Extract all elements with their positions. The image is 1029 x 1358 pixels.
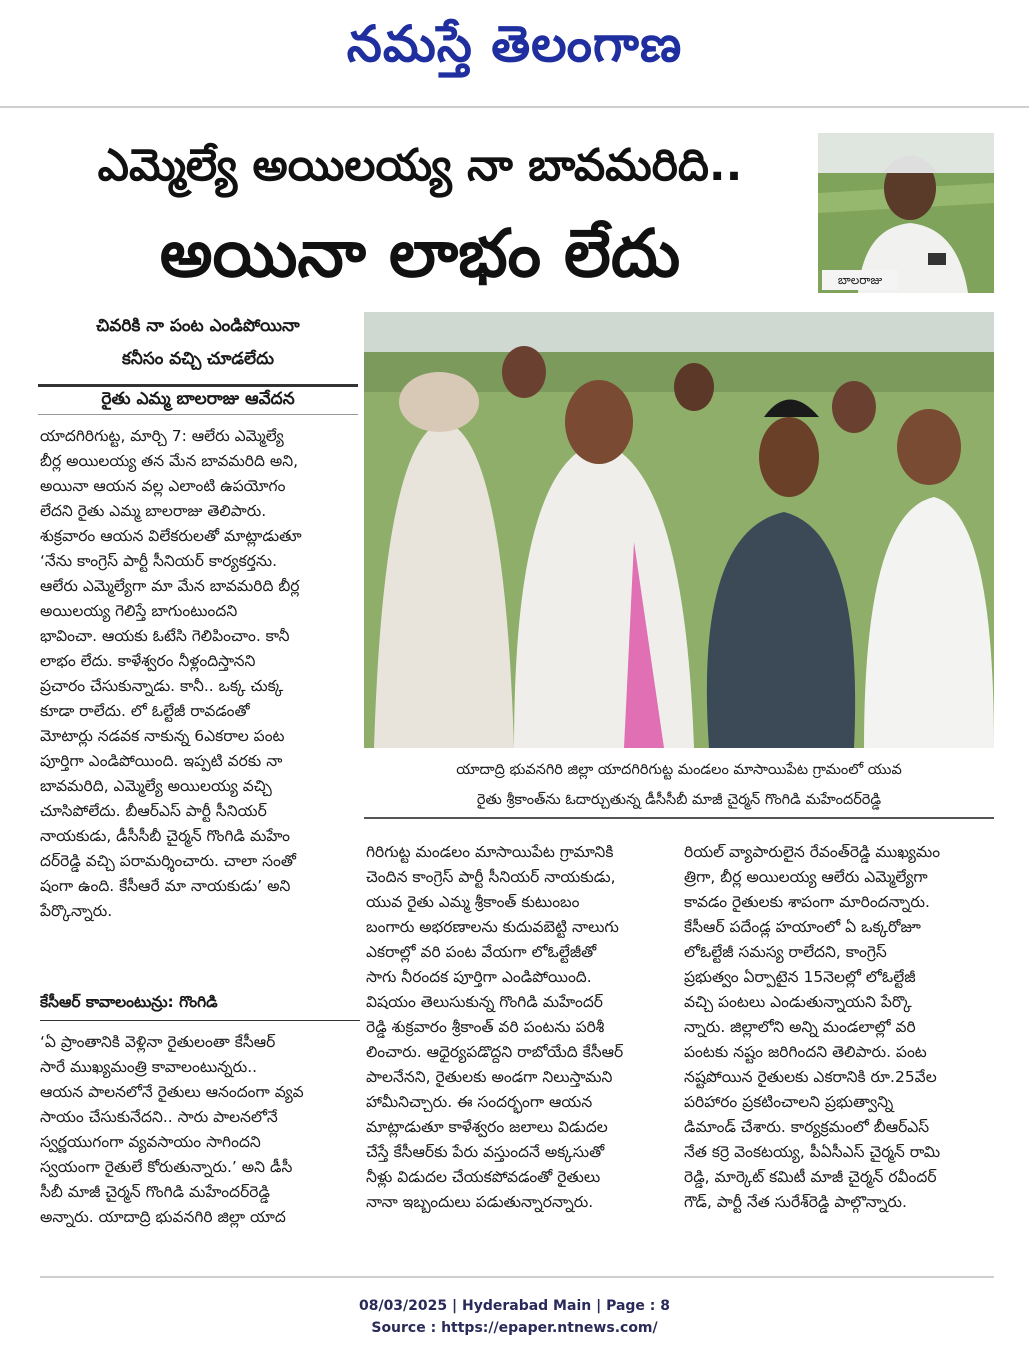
footer-divider <box>40 1276 994 1278</box>
text-line: నాయకుడు, డీసీసీబీ చైర్మన్ గొంగిడి మహేం <box>40 827 291 845</box>
subheading-underline <box>38 414 358 415</box>
text-line: బీర్ల అయిలయ్య తన మేన బావమరిది అని, <box>40 452 299 470</box>
text-line: యాదగిరిగుట్ట, మార్చి 7: ఆలేరు ఎమ్మెల్యే <box>40 427 284 445</box>
text-line: దర్‌రెడ్డి వచ్చి పరామర్శించారు. చాలా సంతో <box>40 852 297 870</box>
text-line: న్నారు. జిల్లాలోని అన్ని మండలాల్లో వరి <box>684 1018 916 1036</box>
text-line: మాట్లాడుతూ కాళేశ్వరం జలాలు విడుదల <box>366 1118 608 1136</box>
text-line: నీళ్లు విడుదల చేయకపోవడంతో రైతులు <box>366 1168 601 1186</box>
subheading-divider <box>38 384 358 387</box>
text-line: బంగారు అభరణాలను కుదువబెట్టి నాలుగు <box>366 918 619 936</box>
text-line: హామీనిచ్చారు. ఈ సందర్భంగా ఆయన <box>366 1093 593 1111</box>
text-line: మోటార్లు నడవక నాకున్న 6ఎకరాల పంట <box>40 727 285 745</box>
text-line: గిరిగుట్ట మండలం మాసాయిపేట గ్రామానికి <box>366 843 614 861</box>
text-line: పూర్తిగా ఎండిపోయింది. ఇప్పటి వరకు నా <box>40 752 283 770</box>
text-line: శుక్రవారం ఆయన విలేకరులతో మాట్లాడుతూ <box>40 527 302 545</box>
article-column-1b <box>40 1030 362 1230</box>
text-line: సాగు నీరందక పూర్తిగా ఎండిపోయింది. <box>366 968 592 986</box>
subheading-line1: చివరికి నా పంట ఎండిపోయినా <box>96 316 300 336</box>
text-line: సారే ముఖ్యమంత్రి కావాలంటున్నరు.. <box>40 1058 258 1076</box>
text-line: వచ్చి పంటలు ఎండుతున్నాయని పేర్కొ <box>684 993 912 1011</box>
text-line: స్వయంగా రైతులే కోరుతున్నారు.’ అని డీసీ <box>40 1158 293 1176</box>
article-column-2 <box>366 840 680 1215</box>
text-line: రెడ్డి, మార్కెట్ కమిటీ మాజీ చైర్మన్ రవీందర్ <box>684 1168 937 1186</box>
text-line: పేర్కొన్నారు. <box>40 902 113 920</box>
article-column-3 <box>684 840 994 1215</box>
text-line: నష్టపోయిన రైతులకు ఎకరానికి రూ.25వేల <box>684 1068 937 1086</box>
text-line: చేస్తే కేసీఆర్‌కు పేరు వస్తుందనే అక్కసుతో <box>366 1143 605 1161</box>
text-line: బావమరిది, ఎమ్మెల్యే అయిలయ్య వచ్చి <box>40 777 272 795</box>
text-line: కేసీఆర్ పదేండ్ల హయాంలో ఏ ఒక్కరోజూ <box>684 918 921 936</box>
text-line: ఆలేరు ఎమ్మెల్యేగా మా మేన బావమరిది బీర్ల <box>40 577 300 595</box>
masthead-title: నమస్తే తెలంగాణ <box>346 14 683 73</box>
headline-line2: అయినా లాభం లేదు <box>159 215 681 292</box>
masthead <box>0 0 1029 100</box>
photo-caption-line2: రైతు శ్రీకాంత్‌ను ఓదార్చుతున్న డీసీసీబీ మాజీ చైర్మన్ గొంగిడి మహేందర్‌రెడ్డి <box>476 792 882 808</box>
text-line: లేదని రైతు ఎమ్మ బాలరాజు తెలిపారు. <box>40 502 267 520</box>
text-line: కావడం రైతులకు శాపంగా మారిందన్నారు. <box>684 893 930 911</box>
text-line: లించారు. ఆధైర్యపడొద్దని రాబోయేది కేసీఆర్ <box>366 1043 624 1061</box>
farmers-meeting-photo <box>364 312 994 748</box>
text-line: విషయం తెలుసుకున్న గొంగిడి మహేందర్ <box>366 993 603 1011</box>
text-line: స్వర్ణయుగంగా వ్యవసాయం సాగిందని <box>40 1133 261 1151</box>
text-line: అన్నారు. యాదాద్రి భువనగిరి జిల్లా యాద <box>40 1208 286 1226</box>
text-line: సాయం చేసుకునేదని.. సారు పాలనలోనే <box>40 1108 278 1126</box>
text-line: భావించా. ఆయకు ఓటేసి గెలిపించాం. కానీ <box>40 627 290 645</box>
subheading-line3: రైతు ఎమ్మ బాలరాజు ఆవేదన <box>101 389 295 409</box>
text-line: సీబీ మాజీ చైర్మన్ గొంగిడి మహేందర్‌రెడ్డి <box>40 1183 270 1201</box>
photo-caption <box>364 755 994 815</box>
footer-source-link[interactable]: Source : https://epaper.ntnews.com/ <box>371 1320 658 1336</box>
text-line: లాభం లేదు. కాళేశ్వరం నీళ్లందిస్తానని <box>40 652 256 670</box>
text-line: త్రిగా, బీర్ల అయిలయ్య ఆలేరు ఎమ్మెల్యేగా <box>684 868 928 886</box>
section-divider <box>40 1020 360 1021</box>
text-line: పంటకు నష్టం జరిగిందని తెలిపారు. పంట <box>684 1043 927 1061</box>
text-line: షంగా ఉంది. కేసీఆరే మా నాయకుడు’ అని <box>40 877 291 895</box>
text-line: రియల్ వ్యాపారులైన రేవంత్‌రెడ్డి ముఖ్యమం <box>684 843 941 861</box>
headline-line1: ఎమ్మెల్యే అయిలయ్య నా బావమరిది.. <box>97 140 743 191</box>
farmer-portrait-image <box>818 133 994 293</box>
subheading-line2: కనీసం వచ్చి చూడలేదు <box>122 349 274 369</box>
section-heading: కేసీఆర్ కావాలంటున్రు: గొంగిడి <box>40 993 218 1011</box>
text-line: చూసిపోలేదు. బీఆర్ఎస్ పార్టీ సీనియర్ <box>40 802 267 820</box>
text-line: ప్రభుత్వం ఏర్పాటైన 15నెలల్లో లోఓల్టేజీ <box>684 968 916 986</box>
text-line: పరిహారం ప్రకటించాలని ప్రభుత్వాన్ని <box>684 1093 894 1111</box>
text-line: లోఓల్టేజీ సమస్య రాలేదని, కాంగ్రెస్ <box>684 943 887 961</box>
text-line: ‘ఏ ప్రాంతానికి వెళ్లినా రైతులంతా కేసీఆర్ <box>40 1033 276 1051</box>
portrait-caption: బాలరాజు <box>822 270 898 290</box>
text-line: ప్రచారం చేసుకున్నాడు. కానీ.. ఒక్క చుక్క <box>40 677 284 695</box>
text-line: నానా ఇబ్బందులు పడుతున్నారన్నారు. <box>366 1193 594 1211</box>
text-line: కూడా రాలేదు. లో ఓల్టేజీ రావడంతో <box>40 702 250 720</box>
text-line: అయిలయ్య గెలిస్తే బాగుంటుందని <box>40 602 238 620</box>
masthead-divider <box>0 106 1029 108</box>
text-line: ఆయన పాలనలోనే రైతులు ఆనందంగా వ్యవ <box>40 1083 304 1101</box>
text-line: నేత కర్రె వెంకటయ్య, పీఏసీఎస్ చైర్మన్ రామి <box>684 1143 941 1161</box>
photo-caption-line1: యాదాద్రి భువనగిరి జిల్లా యాదగిరిగుట్ట మండలం మాసాయిపేట గ్రామంలో యువ <box>456 762 902 778</box>
text-line: ‘నేను కాంగ్రెస్ పార్టీ సీనియర్ కార్యకర్తను. <box>40 552 278 570</box>
footer-edition-info: 08/03/2025 | Hyderabad Main | Page : 8 <box>358 1298 671 1314</box>
article-column-1 <box>40 424 362 924</box>
text-line: యువ రైతు ఎమ్మ శ్రీకాంత్ కుటుంబం <box>366 893 580 911</box>
text-line: ఎకరాల్లో వరి పంట వేయగా లోఓల్టేజీతో <box>366 943 597 961</box>
text-line: చెందిన కాంగ్రెస్ పార్టీ సీనియర్ నాయకుడు, <box>366 868 616 886</box>
caption-divider <box>364 817 994 819</box>
text-line: గౌడ్, పార్టీ నేత సురేశ్‌రెడ్డి పాల్గొన్నారు. <box>684 1193 907 1211</box>
text-line: రెడ్డి శుక్రవారం శ్రీకాంత్ వరి పంటను పరిశీ <box>366 1018 605 1036</box>
text-line: పాలనేనని, రైతులకు అండగా నిలుస్తామని <box>366 1068 613 1086</box>
text-line: డిమాండ్ చేశారు. కార్యక్రమంలో బీఆర్ఎస్ <box>684 1118 930 1136</box>
text-line: అయినా ఆయన వల్ల ఎలాంటి ఉపయోగం <box>40 477 286 495</box>
